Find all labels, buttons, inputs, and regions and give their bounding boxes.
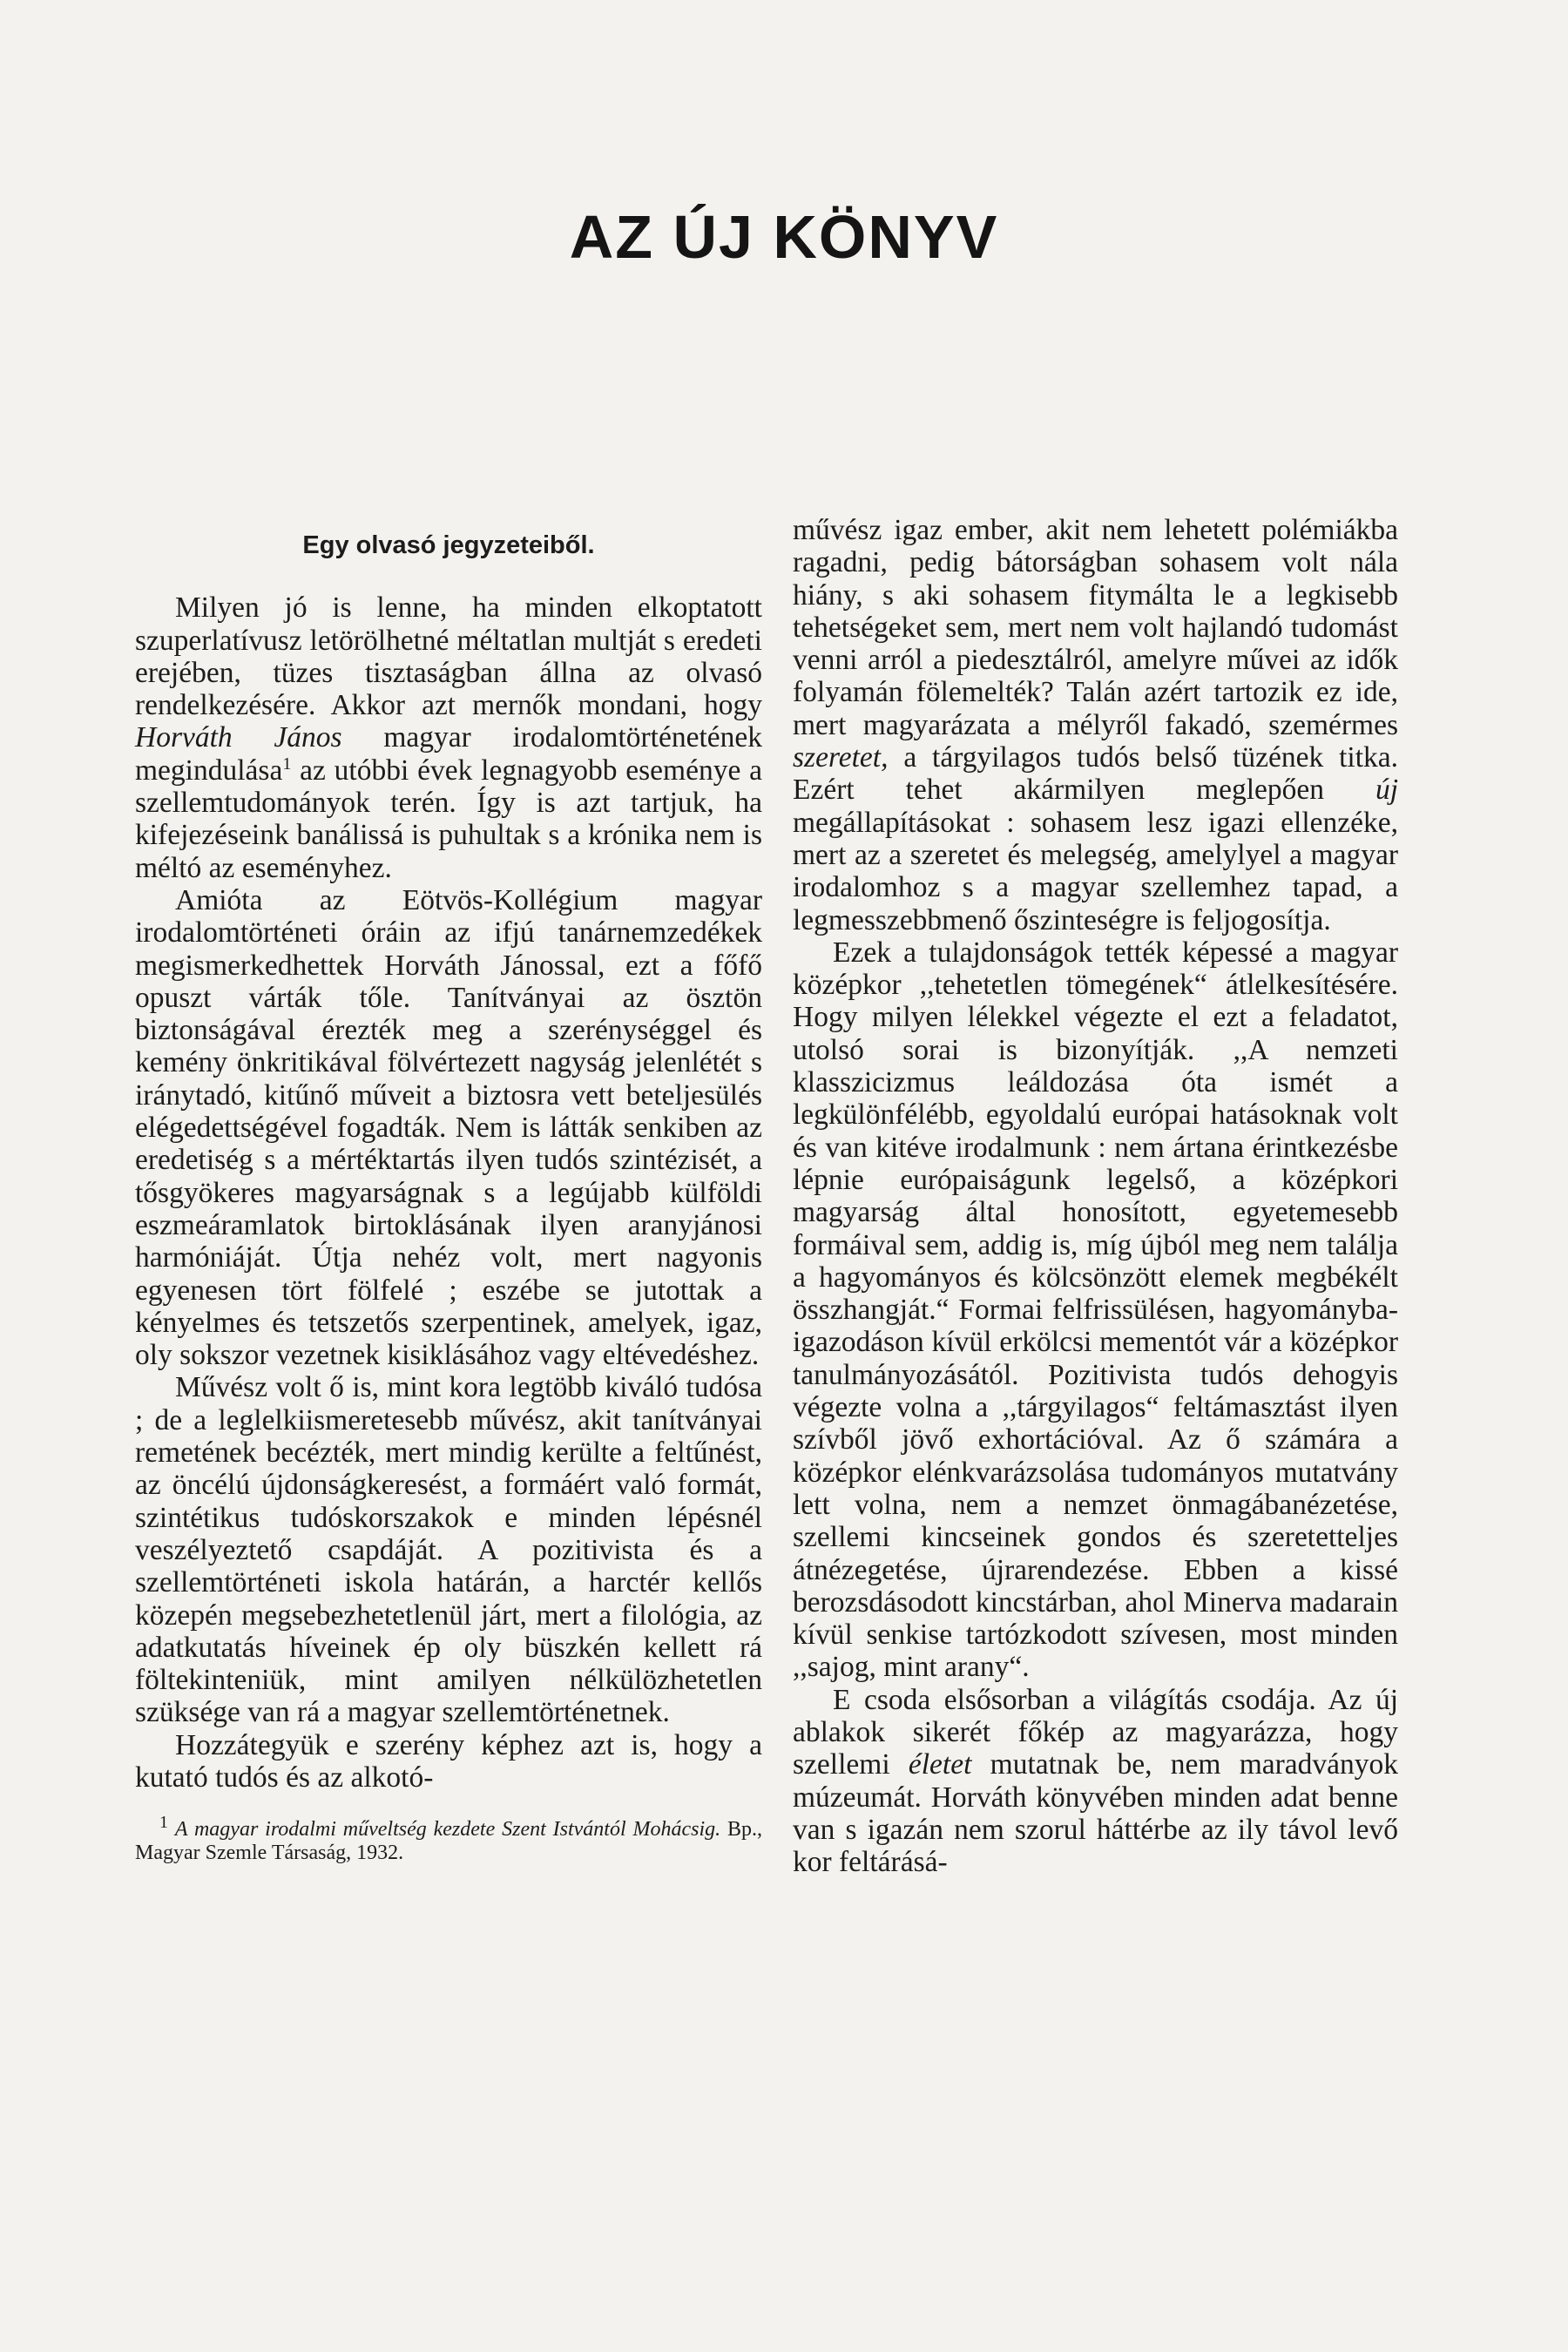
footnote-marker: 1	[159, 1813, 168, 1833]
right-column	[793, 514, 1398, 1878]
author-name: Horváth János	[135, 721, 342, 754]
section-heading: Egy olvasó jegyzeteiből.	[302, 531, 595, 559]
paragraph: Amióta az Eötvös-Kollégium magyar irodalomtörténeti óráin az ifjú tanárnemzedékek megismerkedhettek Horváth Jánossal, ezt a főfő opuszt várták tőle. Tanítványai az ösztön biztonságával érezték meg a szerénységgel és kemény önkritikával fölvértezett nagyság jelenlétét s iránytadó, kitűnő műveit a biztosra vett beteljesülés elégedettségével fogadták. Nem is látták senkiben az eredetiség s a mértéktartás ilyen tudós szintézisét, a tősgyökeres magyarságnak s a legújabb külföldi eszmeáramlatok birtoklásának ilyen aranyjánosi harmóniáját. Útja nehéz volt, mert nagyonis egyenesen tört fölfelé ; eszébe se jutottak a kényelmes és tetszetős szerpentinek, amelyek, igaz, oly sokszor vezetnek kisiklásához vagy eltévedéshez.	[135, 883, 762, 1372]
paragraph: E csoda elsősorban a világítás csodája. Az új ablakok sikerét főkép az magyarázza, hogy szellemi életet mutatnak be, nem maradványok múzeumát. Horváth könyvében minden adat benne van s igazán nem szorul háttérbe az ily távol levő kor feltárásá-	[793, 1683, 1399, 1879]
paragraph: Milyen jó is lenne, ha minden elkoptatott szuperlatívusz letörölhetné méltatlan multját s eredeti erejében, tüzes tisztaságban állna az olvasó rendelkezésére. Akkor azt mernők mondani, hogy Horváth János magyar irodalomtörténetének megindulása$^1$ az utóbbi évek legnagyobb eseménye a szellemtudományok terén. Így is azt tartjuk, ha kifejezéseink banálissá is puhultak s a krónika nem is méltó az eseményhez.	[135, 591, 763, 884]
footnote	[135, 1813, 763, 1865]
emphasis: szeretet,	[793, 741, 889, 774]
paragraph: Művész volt ő is, mint kora legtöbb kiváló tudósa ; de a leglelkiismeretesebb művész, akit tanítványai remetének becézték, mert mindig kerülte a feltűnést, az öncélú újdonságkeresést, a formáért való formát, szintétikus tudóskorszakok e minden lépésnél veszélyeztető csapdáját. A pozitivista és a szellemtörténeti iskola határán, a harctér kellős közepén megsebezhetetlenül járt, mert a filológia, az adatkutatás híveinek ép oly büszkén kellett rá föltekinteniük, mint amilyen nélkülözhetetlen szüksége van rá a magyar szellemtörténetnek.	[135, 1371, 762, 1729]
emphasis: új	[1375, 774, 1398, 807]
page-title: AZ ÚJ KÖNYV	[569, 203, 999, 271]
emphasis: életet	[908, 1748, 972, 1781]
left-column	[135, 514, 762, 1865]
footnote-reference[interactable]: 1	[282, 754, 292, 774]
paragraph: Ezek a tulajdonságok tették képessé a magyar középkor ,,tehetetlen tömegének“ átlelkesítésére. Hogy milyen lélekkel végezte el ezt a feladatot, utolsó sorai is bizonyítják. ,,A nemzeti klasszicizmus leáldozása óta ismét a legkülönfélébb, egyoldalú európai hatásoknak volt és van kitéve irodalmunk : nem ártana érintkezésbe lépnie európaiságunk legelső, a középkori magyarság által honosított, egyetemesebb formáival sem, addig is, míg újból meg nem találja a hagyományos és kölcsönzött elemek megbékélt összhangját.“ Formai felfrissülésen, hagyományba-igazodáson kívül erkölcsi mementót vár a középkor tanulmányozásától. Pozitivista tudós dehogyis végezte volna a ,,tárgyilagos“ feltámasztást ilyen szívből jövő exhortációval. Az ő számára a középkor elénkvarázsolása tudományos mutatvány lett volna, nem a nemzet önmagábanézetése, szellemi kincseinek gondos és szeretetteljes átnézegetése, újrarendezése. Ebben a kissé berozsdásodott kincstárban, ahol Minerva madarain kívül senkise tartózkodott szívesen, most minden ,,sajog, mint arany“.	[793, 936, 1398, 1684]
footnote-details: Bp., Magyar Szemle Társaság, 1932.	[135, 1818, 763, 1865]
paragraph: művész igaz ember, akit nem lehetett polémiákba ragadni, pedig bátorságban sohasem volt nála hiány, s aki sohasem fitymálta le a legkisebb tehetségeket sem, mert nem volt hajlandó tudomást venni arról a piedesztálról, amelyre művei az idők folyamán fölemelték? Talán azért tartozik ez ide, mert magyarázata a mélyről fakadó, szemérmes szeretet, a tárgyilagos tudós belső tüzének titka. Ezért tehet akármilyen meglepően új megállapításokat : sohasem lesz igazi ellenzéke, mert az a szeretet és melegség, amelylyel a magyar irodalomhoz s a magyar szellemhez tapad, a legmesszebbmenő őszinteségre is feljogosítja.	[793, 514, 1398, 936]
footnote-title: A magyar irodalmi műveltség kezdete Szent Istvántól Mohácsig.	[174, 1818, 721, 1842]
paragraph: Hozzátegyük e szerény képhez azt is, hogy a kutató tudós és az alkotó-	[135, 1728, 762, 1794]
